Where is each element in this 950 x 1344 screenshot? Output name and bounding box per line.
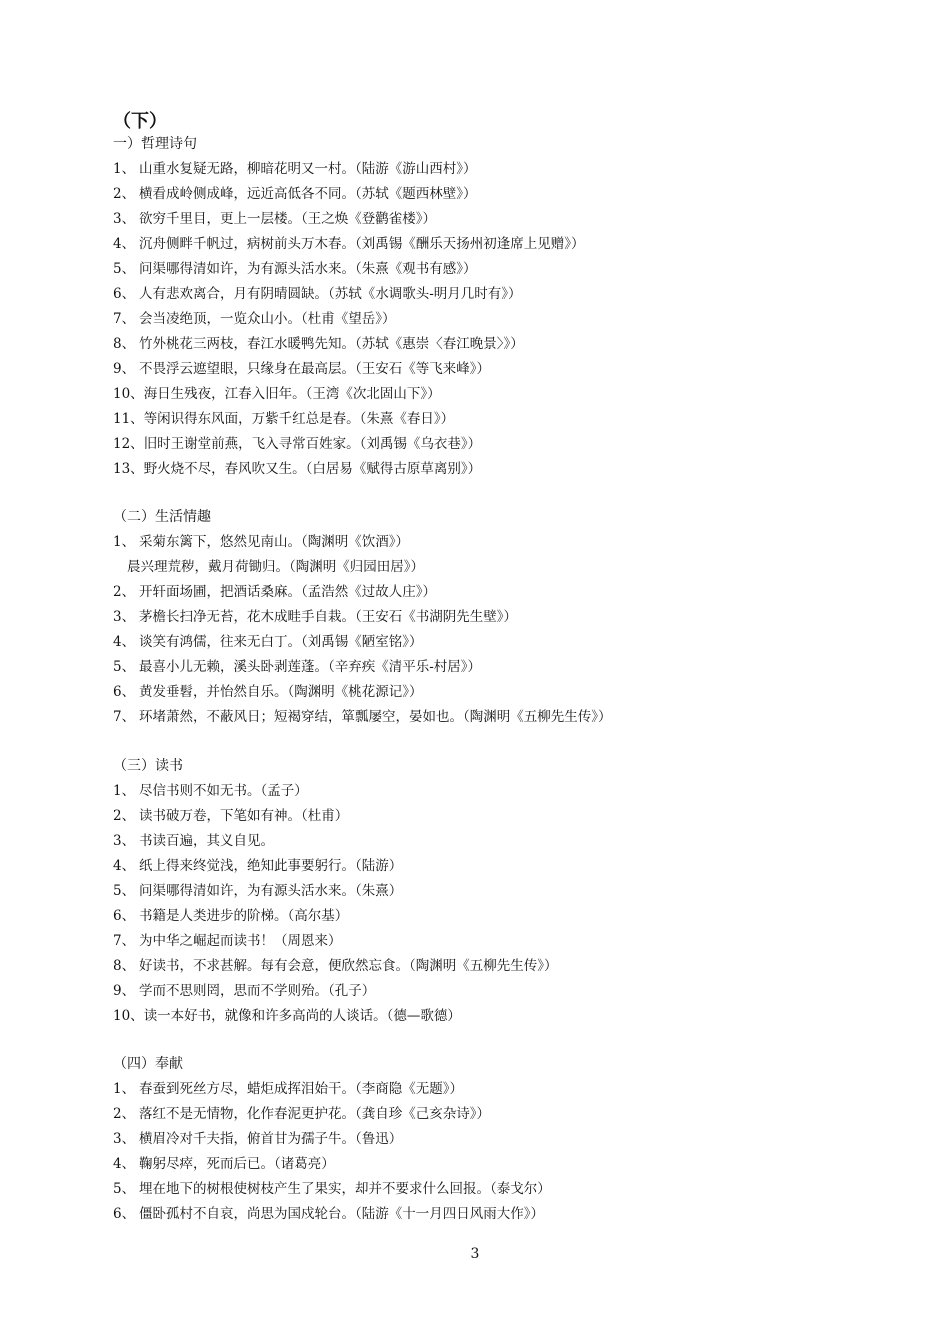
list-item <box>113 357 893 382</box>
item-text: 尽信书则不如无书。（孟子） <box>139 783 308 799</box>
item-text: 春蚕到死丝方尽，蜡炬成挥泪始干。（李商隐《无题》） <box>139 1081 463 1097</box>
item-text: 山重水复疑无路，柳暗花明又一村。（陆游《游山西村》） <box>139 161 477 177</box>
item-number: 9、 <box>113 983 136 999</box>
item-number: 2、 <box>113 186 136 202</box>
list-item <box>113 904 893 929</box>
item-number: 1、 <box>113 783 136 799</box>
item-list <box>113 157 893 482</box>
list-item <box>113 282 893 307</box>
item-text: 开轩面场圃，把酒话桑麻。（孟浩然《过故人庄》） <box>139 584 436 600</box>
item-number: 1、 <box>113 1081 136 1097</box>
item-text: 旧时王谢堂前燕，飞入寻常百姓家。（刘禹锡《乌衣巷》） <box>143 436 482 452</box>
list-item <box>113 630 893 655</box>
list-item <box>113 407 893 432</box>
item-text: 竹外桃花三两枝，春江水暖鸭先知。（苏轼《惠崇〈春江晚景〉》） <box>139 336 524 352</box>
list-item <box>113 879 893 904</box>
item-text: 纸上得来终觉浅，绝知此事要躬行。（陆游） <box>139 858 403 874</box>
item-text: 沉舟侧畔千帆过，病树前头万木春。（刘禹锡《酬乐天扬州初逢席上见赠》） <box>139 236 585 252</box>
item-number: 6、 <box>113 286 136 302</box>
item-text: 好读书，不求甚解。每有会意，便欣然忘食。（陶渊明《五柳先生传》） <box>139 958 558 974</box>
item-text: 采菊东篱下，悠然见南山。（陶渊明《饮酒》） <box>139 534 409 550</box>
item-text: 晨兴理荒秽，戴月荷锄归。（陶渊明《归园田居》） <box>127 559 424 575</box>
list-item <box>113 1152 893 1177</box>
list-item <box>113 979 893 1004</box>
item-text: 鞠躬尽瘁，死而后已。（诸葛亮） <box>139 1156 335 1172</box>
item-text: 书籍是人类进步的阶梯。（高尔基） <box>139 908 349 924</box>
item-text: 横眉冷对千夫指，俯首甘为孺子牛。（鲁迅） <box>139 1131 403 1147</box>
item-number: 5、 <box>113 659 136 675</box>
item-number: 4、 <box>113 1156 136 1172</box>
list-item <box>113 157 893 182</box>
item-text: 读书破万卷，下笔如有神。（杜甫） <box>139 808 349 824</box>
list-item <box>113 182 893 207</box>
item-number: 8、 <box>113 336 136 352</box>
list-item <box>113 605 893 630</box>
list-item <box>113 1077 893 1102</box>
list-item <box>113 207 893 232</box>
item-number: 6、 <box>113 1206 136 1222</box>
item-text: 埋在地下的树根使树枝产生了果实，却并不要求什么回报。（泰戈尔） <box>139 1181 551 1197</box>
list-item <box>113 829 893 854</box>
item-number: 12、 <box>113 436 144 452</box>
list-item <box>113 779 893 804</box>
list-item <box>113 457 893 482</box>
item-number: 13、 <box>113 461 144 477</box>
list-item <box>113 954 893 979</box>
item-number: 5、 <box>113 1181 136 1197</box>
item-text: 为中华之崛起而读书！（周恩来） <box>139 933 342 949</box>
item-number: 6、 <box>113 684 136 700</box>
item-text: 茅檐长扫净无苔，花木成畦手自栽。（王安石《书湖阴先生壁》） <box>139 609 517 625</box>
list-item <box>113 232 893 257</box>
list-item <box>113 382 893 407</box>
item-number: 10、 <box>113 1008 144 1024</box>
list-item <box>113 680 893 705</box>
item-number: 1、 <box>113 161 136 177</box>
list-item <box>113 929 893 954</box>
item-list <box>113 779 893 1029</box>
item-number: 1、 <box>113 534 136 550</box>
item-number: 9、 <box>113 361 136 377</box>
list-item <box>113 854 893 879</box>
item-number: 4、 <box>113 236 136 252</box>
section-heading: 一）哲理诗句 <box>113 136 197 152</box>
list-item <box>113 580 893 605</box>
item-number: 7、 <box>113 311 136 327</box>
item-number: 8、 <box>113 958 136 974</box>
item-number: 2、 <box>113 1106 136 1122</box>
list-item <box>113 432 893 457</box>
item-number: 3、 <box>113 833 136 849</box>
list-item <box>113 1102 893 1127</box>
list-item <box>113 705 893 730</box>
list-item <box>113 1004 893 1029</box>
item-text: 谈笑有鸿儒，往来无白丁。（刘禹锡《陋室铭》） <box>139 634 423 650</box>
item-text: 等闲识得东风面，万紫千红总是春。（朱熹《春日》） <box>143 411 455 427</box>
section-philosophy <box>113 132 893 482</box>
item-text: 横看成岭侧成峰，远近高低各不同。（苏轼《题西林壁》） <box>139 186 477 202</box>
section-reading <box>113 754 893 1029</box>
item-number: 2、 <box>113 584 136 600</box>
item-text: 书读百遍，其义自见。 <box>139 833 274 849</box>
item-text: 黄发垂髫，并怡然自乐。（陶渊明《桃花源记》） <box>139 684 423 700</box>
item-text: 会当凌绝顶，一览众山小。（杜甫《望岳》） <box>139 311 396 327</box>
item-number: 5、 <box>113 883 136 899</box>
item-number: 11、 <box>113 411 144 427</box>
item-list <box>113 1077 893 1227</box>
section-life <box>113 505 893 730</box>
list-item <box>113 307 893 332</box>
item-text: 野火烧不尽，春风吹又生。（白居易《赋得古原草离别》） <box>143 461 482 477</box>
item-number: 3、 <box>113 1131 136 1147</box>
item-text: 问渠哪得清如许，为有源头活水来。（朱熹《观书有感》） <box>139 261 477 277</box>
item-text: 问渠哪得清如许，为有源头活水来。（朱熹） <box>139 883 403 899</box>
list-item <box>113 332 893 357</box>
list-item <box>113 655 893 680</box>
section-dedication <box>113 1052 893 1227</box>
section-heading: （三）读书 <box>113 758 183 774</box>
item-number: 4、 <box>113 634 136 650</box>
list-item <box>113 555 893 580</box>
item-text: 最喜小儿无赖，溪头卧剥莲蓬。（辛弃疾《清平乐-村居》） <box>139 659 482 675</box>
item-number: 5、 <box>113 261 136 277</box>
item-number: 3、 <box>113 211 136 227</box>
item-text: 落红不是无情物，化作春泥更护花。（龚自珍《己亥杂诗》） <box>139 1106 490 1122</box>
page-title: （下） <box>113 111 167 132</box>
item-text: 人有悲欢离合，月有阴晴圆缺。（苏轼《水调歌头-明月几时有》） <box>139 286 522 302</box>
section-heading: （四）奉献 <box>113 1056 183 1072</box>
item-text: 欲穷千里目，更上一层楼。（王之焕《登鹳雀楼》） <box>139 211 436 227</box>
item-number: 2、 <box>113 808 136 824</box>
item-text: 读一本好书，就像和许多高尚的人谈话。（德—歌德） <box>143 1008 461 1024</box>
section-heading: （二）生活情趣 <box>113 509 211 525</box>
list-item <box>113 257 893 282</box>
item-number: 10、 <box>113 386 144 402</box>
list-item <box>113 1127 893 1152</box>
item-text: 僵卧孤村不自哀，尚思为国戍轮台。（陆游《十一月四日风雨大作》） <box>139 1206 544 1222</box>
list-item <box>113 530 893 555</box>
item-number: 3、 <box>113 609 136 625</box>
item-text: 环堵萧然，不蔽风日；短褐穿结，箪瓢屡空，晏如也。（陶渊明《五柳先生传》） <box>139 709 612 725</box>
item-number: 7、 <box>113 933 136 949</box>
list-item <box>113 1202 893 1227</box>
item-text: 海日生残夜，江春入旧年。（王湾《次北固山下》） <box>143 386 441 402</box>
item-number: 4、 <box>113 858 136 874</box>
item-text: 学而不思则罔，思而不学则殆。（孔子） <box>139 983 376 999</box>
item-text: 不畏浮云遮望眼，只缘身在最高层。（王安石《等飞来峰》） <box>139 361 490 377</box>
list-item <box>113 1177 893 1202</box>
item-number: 7、 <box>113 709 136 725</box>
list-item <box>113 804 893 829</box>
item-number: 6、 <box>113 908 136 924</box>
item-list <box>113 530 893 730</box>
page-number: 3 <box>470 1246 480 1262</box>
